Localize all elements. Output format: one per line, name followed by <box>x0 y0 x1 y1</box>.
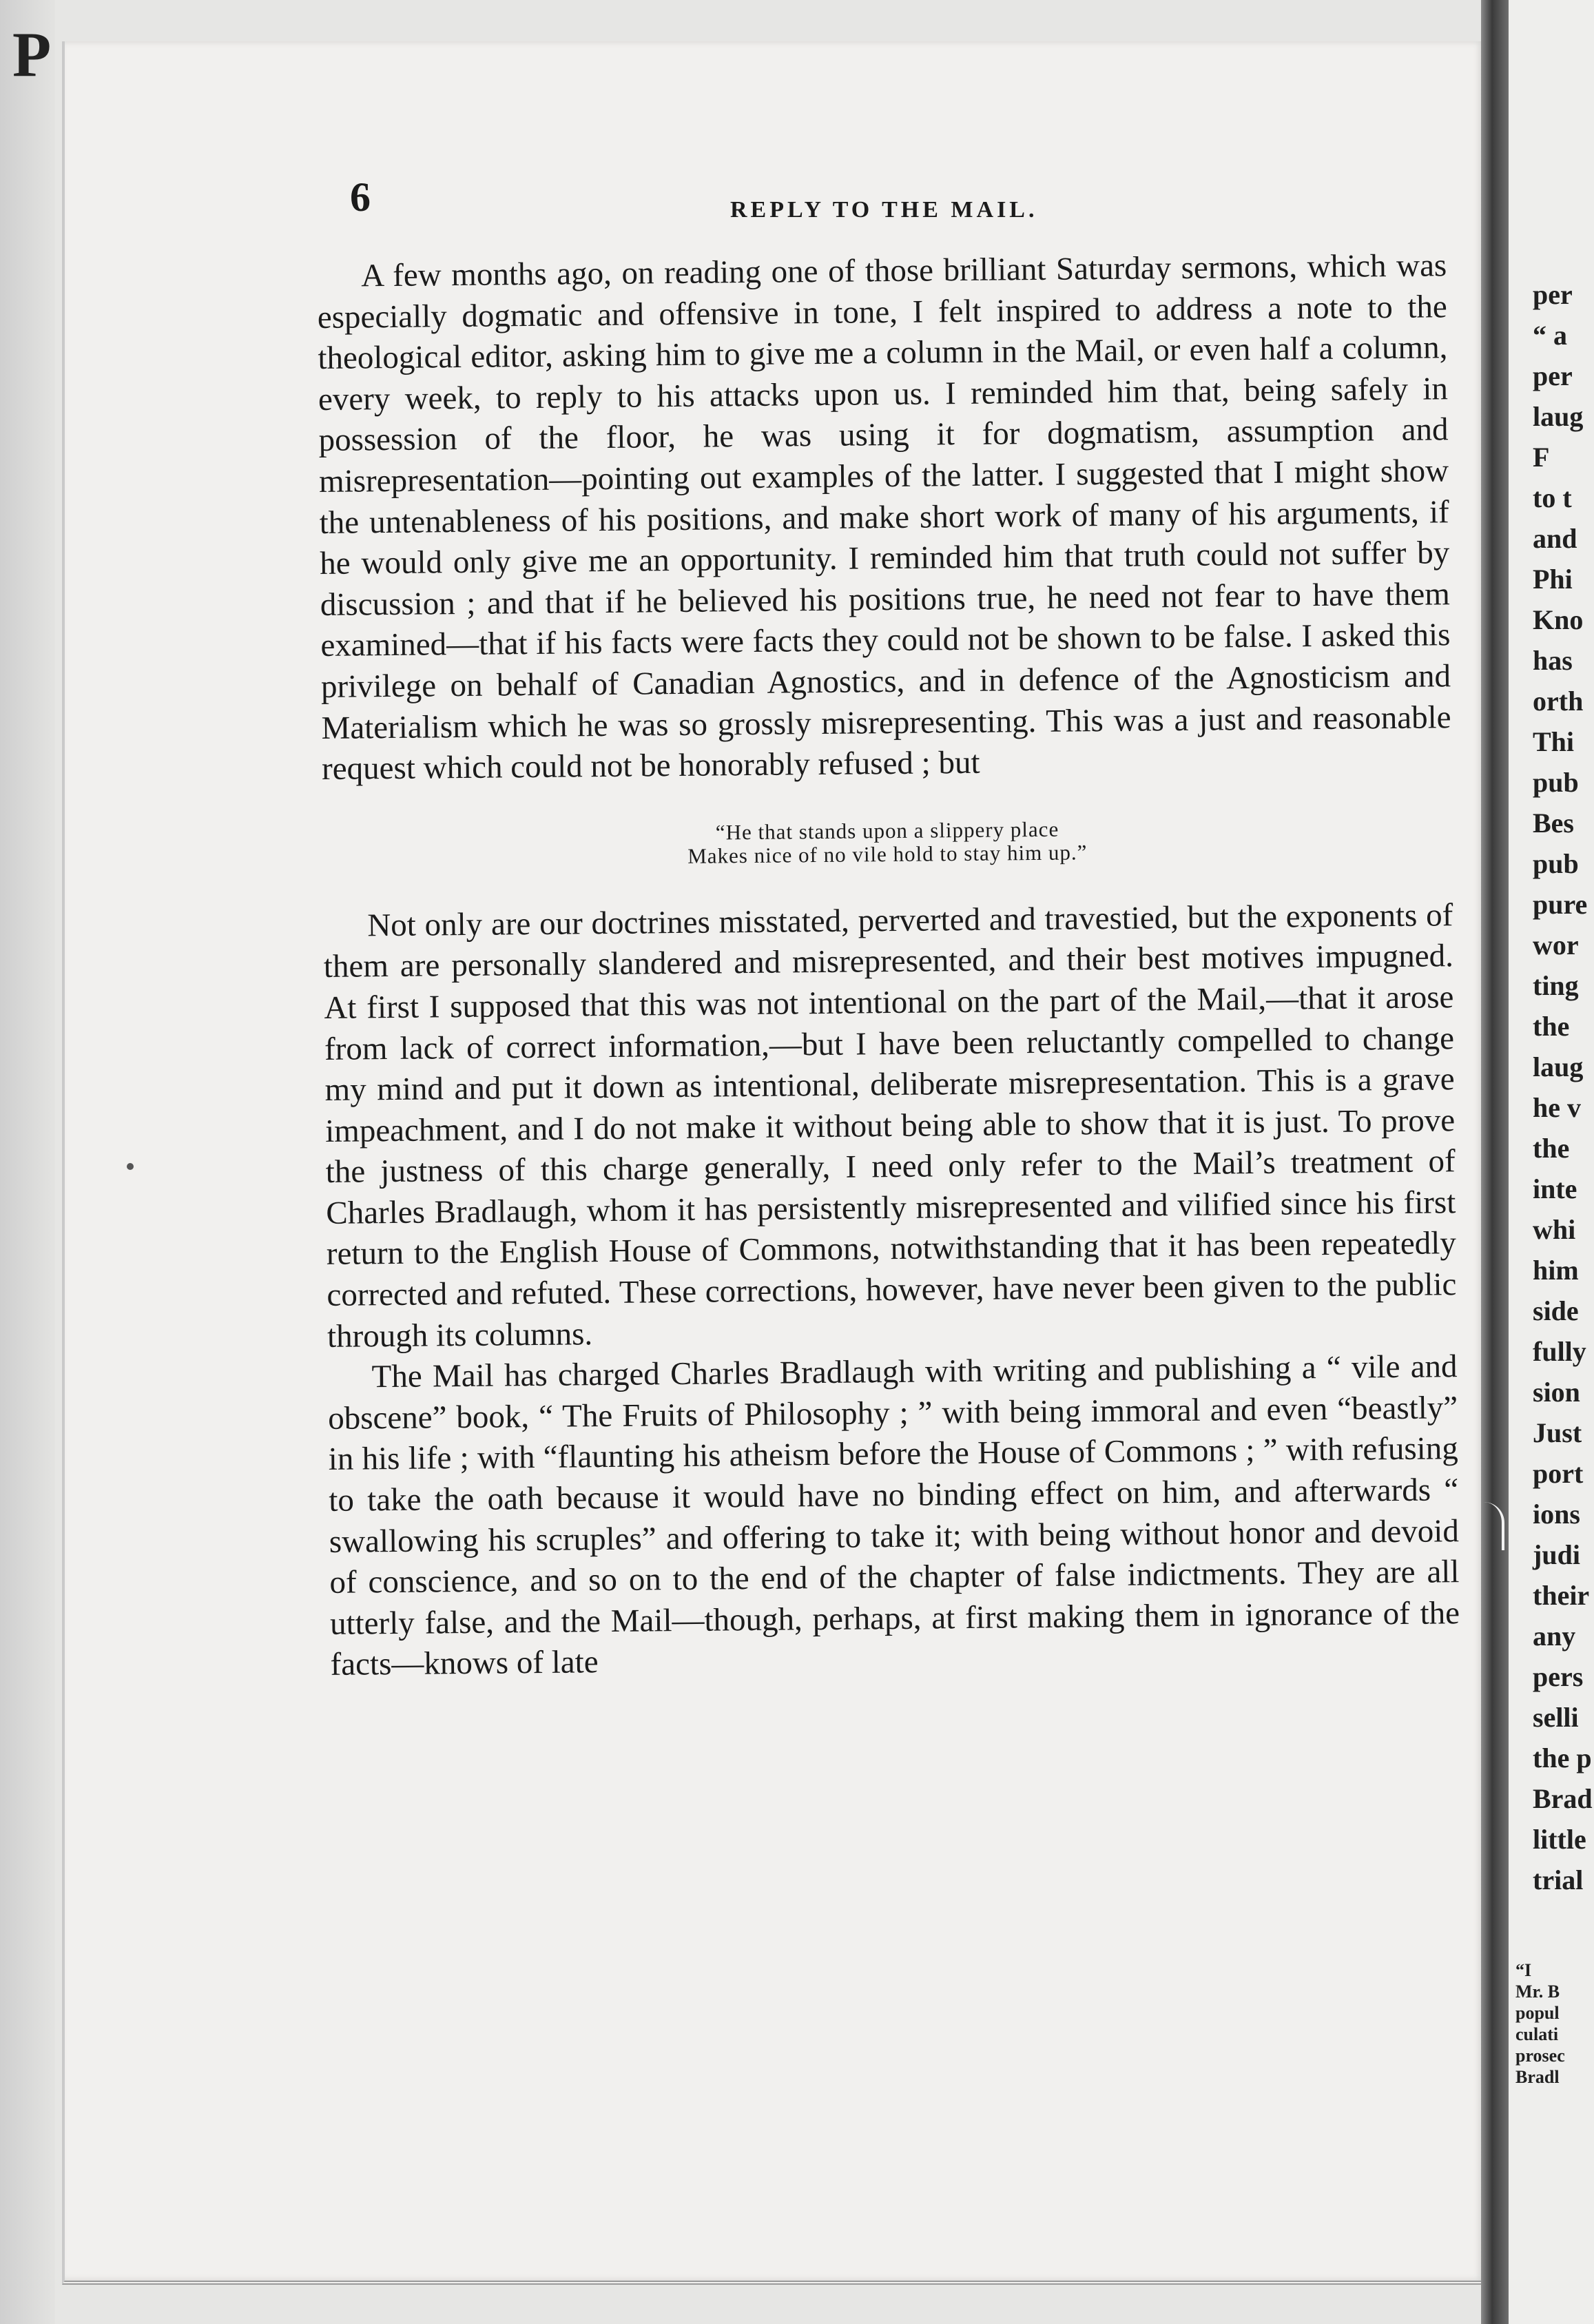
facing-page-line: trial <box>1533 1864 1584 1895</box>
facing-page-line: ions <box>1533 1499 1580 1530</box>
facing-page-footnote-line: culati <box>1515 2024 1559 2044</box>
facing-page-footnote-line: “I <box>1515 1960 1532 1980</box>
facing-page-line: pure <box>1533 889 1588 920</box>
facing-page-footnote <box>1515 1960 1594 2088</box>
paragraph-2: Not only are our doctrines misstated, perverted and travestied, but the exponents of them are personally slandered and misrepresented, and their best motives impugned. At first I supposed that this was not intentional on the part of the Mail,—that it arose from lack of correct information,—but I have been reluctantly compelled to change my mind and put it down as intentional, deliberate misrepresentation. This is a grave impeachment, and I do not make it without being able to show that it is just. To prove the justness of this charge generally, I need only refer to the Mail’s treatment of Charles Bradlaugh, whom it has persistently misrepresented and vilified since his first return to the English House of Commons, notwithstanding that it has been repeatedly corrected and refuted. These corrections, however, have never been given to the public through its columns. <box>323 896 1457 1355</box>
facing-page-line: the <box>1533 1133 1570 1164</box>
verse-quote <box>322 814 1453 872</box>
facing-page-line: “ a <box>1533 320 1567 351</box>
facing-page-line: Just <box>1533 1417 1582 1448</box>
facing-page-line: F <box>1533 442 1550 473</box>
facing-page-footnote-line: popul <box>1515 2003 1560 2023</box>
quote-line-2: Makes nice of no vile hold to stay him up.” <box>687 840 1088 868</box>
facing-page-line: has <box>1533 645 1573 676</box>
facing-page-line: little <box>1533 1824 1586 1855</box>
facing-page-line: any <box>1533 1621 1576 1652</box>
facing-page-line: per <box>1533 279 1573 310</box>
facing-page-line: selli <box>1533 1702 1579 1733</box>
corner-mark: P <box>12 19 49 90</box>
facing-page-line: per <box>1533 360 1573 391</box>
facing-page-line: sion <box>1533 1377 1580 1408</box>
facing-page-line: orth <box>1533 686 1584 717</box>
facing-page-line: Thi <box>1533 726 1575 757</box>
facing-page-line: laug <box>1533 401 1584 432</box>
facing-page-line: fully <box>1533 1336 1586 1367</box>
left-page-edge <box>0 0 55 2324</box>
facing-page-line: side <box>1533 1295 1579 1326</box>
facing-page-footnote-line: Bradl <box>1515 2067 1560 2087</box>
facing-page-line: their <box>1533 1580 1590 1611</box>
facing-page-line: wor <box>1533 929 1579 960</box>
facing-page-line: whi <box>1533 1214 1576 1245</box>
facing-page-line: he v <box>1533 1092 1581 1123</box>
facing-page-line: him <box>1533 1255 1579 1286</box>
facing-page-line: pers <box>1533 1661 1584 1692</box>
paragraph-1: A few months ago, on reading one of those brilliant Saturday sermons, which was especially dogmatic and offensive in tone, I felt inspired to address a note to the theological editor, asking him to give me a column in the Mail, or even half a column, every week, to reply to his attacks upon us. I reminded him that, being safely in possession of the floor, he was using it for dogmatism, assumption and misrepresentation—pointing out examples of the latter. I suggested that I might show the untenableness of his positions, and make short work of many of his arguments, if he would only give me an opportunity. I reminded him that truth could not suffer by discussion ; and that if he believed his positions true, he need not fear to have them examined—that if his facts were facts they could not be shown to be false. I asked this privilege on behalf of Canadian Agnostics, and in defence of the Agnosticism and Materialism which he was so grossly misrepresenting. This was a just and reasonable request which could not be honorably refused ; but <box>317 247 1451 788</box>
facing-page-line: pub <box>1533 848 1579 879</box>
paragraph-3: The Mail has charged Charles Bradlaugh with writing and publishing a “ vile and obscene” book, “ The Fruits of Philosophy ; ” with being immoral and even “beastly” in his life ; with “flaunting his atheism before the House of Commons ; ” with refusing to take the oath because it would have no binding effect on him, and afterwards “ swallowing his scruples” and offering to take it; with being without honor and devoid of conscience, and so on to the end of the chapter of false indictments. They are all utterly false, and the Mail—though, perhaps, at first making them in ignorance of the facts—knows of late <box>327 1348 1460 1683</box>
page-body <box>317 245 1460 1686</box>
facing-page-line: Phi <box>1533 564 1573 595</box>
quote-line-1: “He that stands upon a slippery place <box>715 816 1059 845</box>
book-gutter <box>1481 0 1509 2324</box>
facing-page-line: pub <box>1533 767 1579 798</box>
facing-page-column <box>1533 274 1594 1900</box>
facing-page-footnote-line: prosec <box>1515 2046 1565 2066</box>
facing-page-line: judi <box>1533 1539 1580 1570</box>
facing-page-line: to t <box>1533 482 1572 513</box>
facing-page-footnote-line: Mr. B <box>1515 1982 1560 2002</box>
facing-page-line: Kno <box>1533 604 1584 635</box>
facing-page-line: port <box>1533 1458 1584 1489</box>
facing-page-line: Brad <box>1533 1783 1593 1814</box>
facing-page-line: ting <box>1533 970 1579 1001</box>
facing-page-line: laug <box>1533 1051 1584 1082</box>
facing-page-line: inte <box>1533 1173 1577 1204</box>
facing-page-line: the p <box>1533 1742 1592 1773</box>
scan-speck <box>127 1163 134 1170</box>
facing-page-line: the <box>1533 1011 1570 1042</box>
page-number: 6 <box>350 174 371 220</box>
facing-page-line: Bes <box>1533 808 1574 839</box>
facing-page-line: and <box>1533 523 1577 554</box>
running-head: REPLY TO THE MAIL. <box>730 197 1038 223</box>
